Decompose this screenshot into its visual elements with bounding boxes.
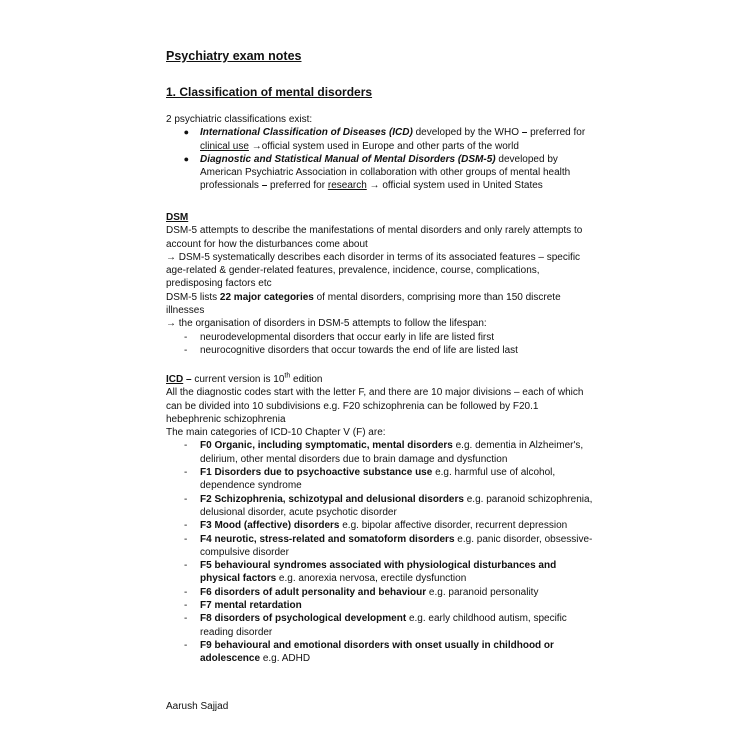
- bullet-icon: ●: [183, 153, 189, 164]
- icd-block: [166, 373, 596, 666]
- classification-name: International Classification of Diseases (ICD): [200, 127, 413, 139]
- dash-marker: -: [184, 467, 188, 479]
- author-name: Aarush Sajjad: [166, 701, 229, 712]
- list-item: [166, 612, 596, 639]
- list-item-text: F7 mental retardation: [200, 600, 302, 612]
- dsm-block: [166, 211, 596, 357]
- list-item: [166, 493, 596, 520]
- list-item: [166, 331, 596, 344]
- icd-paragraph: All the diagnostic codes start with the letter F, and there are 10 major divisions – each of which can be divided into 10 subdivisions e.g. F20 schizophrenia can be followed by F20.1 hebephrenic schizophrenia: [166, 387, 584, 425]
- list-item: [166, 599, 596, 612]
- list-item: [166, 439, 596, 466]
- list-item: [166, 126, 596, 153]
- icd-paragraph: The main categories of ICD-10 Chapter V (F) are:: [166, 427, 386, 439]
- section-title: 1. Classification of mental disorders: [166, 85, 373, 99]
- list-item-text: Diagnostic and Statistical Manual of Mental Disorders (DSM-5) developed by American Psychiatric Association in collaboration with other groups of mental health professionals – preferred for research → official system used in United States: [200, 153, 571, 192]
- dash-marker: -: [184, 613, 188, 625]
- dsm-heading: DSM: [166, 212, 189, 223]
- dash-marker: -: [184, 331, 188, 343]
- icd-version-line: ICD – current version is 10th edition: [166, 372, 323, 385]
- intro-text: 2 psychiatric classifications exist:: [166, 114, 313, 125]
- list-item: [166, 586, 596, 599]
- list-item-text: F6 disorders of adult personality and behaviour e.g. paranoid personality: [200, 586, 539, 598]
- list-item-text: F4 neurotic, stress-related and somatoform disorders e.g. panic disorder, obsessive-compulsive disorder: [200, 533, 593, 558]
- dsm-paragraph: DSM-5 lists 22 major categories of mental disorders, comprising more than 150 discrete illnesses: [166, 291, 561, 317]
- dash-marker: -: [184, 440, 188, 452]
- icd-heading: ICD: [166, 374, 184, 385]
- dsm-paragraph: → the organisation of disorders in DSM-5 attempts to follow the lifespan:: [166, 318, 487, 330]
- list-item: [166, 639, 596, 666]
- list-item-text: F5 behavioural syndromes associated with physiological disturbances and physical factors e.g. anorexia nervosa, erectile dysfunction: [200, 560, 557, 585]
- dash-marker: -: [184, 639, 188, 651]
- classifications-block: [166, 113, 596, 193]
- list-item: [166, 344, 596, 357]
- list-item-text: International Classification of Diseases (ICD) developed by the WHO – preferred for clinical use →official system used in Europe and other parts of the world: [200, 127, 586, 152]
- list-item-text: F9 behavioural and emotional disorders with onset usually in childhood or adolescence e.g. ADHD: [200, 639, 554, 665]
- dash-marker: -: [184, 493, 188, 505]
- classification-name: Diagnostic and Statistical Manual of Mental Disorders (DSM-5): [200, 153, 496, 165]
- list-item-text: F3 Mood (affective) disorders e.g. bipolar affective disorder, recurrent depression: [200, 520, 568, 532]
- list-item-text: neurodevelopmental disorders that occur early in life are listed first: [200, 331, 495, 343]
- list-item: [166, 533, 596, 560]
- dash-marker: -: [184, 533, 188, 545]
- list-item-text: F0 Organic, including symptomatic, mental disorders e.g. dementia in Alzheimer's, delirium, other mental disorders due to brain damage and dysfunction: [200, 440, 584, 465]
- list-item-text: F8 disorders of psychological development e.g. early childhood autism, specific reading disorder: [200, 613, 567, 638]
- list-item-text: F1 Disorders due to psychoactive substance use e.g. harmful use of alcohol, dependence syndrome: [200, 467, 556, 492]
- list-item: [166, 559, 596, 586]
- dsm-paragraph: DSM-5 attempts to describe the manifestations of mental disorders and only rarely attempts to account for how the disturbances come about: [166, 225, 583, 250]
- list-item: [166, 153, 596, 193]
- dsm-paragraph: → DSM-5 systematically describes each disorder in terms of its associated features – specific age-related & gender-related features, prevalence, incidence, course, complications, predisposing factors etc: [166, 251, 581, 290]
- dash-marker: -: [184, 344, 188, 356]
- list-item: [166, 519, 596, 532]
- dash-marker: -: [184, 520, 188, 532]
- list-item-text: neurocognitive disorders that occur towards the end of life are listed last: [200, 344, 518, 356]
- page-title: Psychiatry exam notes: [166, 49, 302, 63]
- dash-marker: -: [184, 586, 188, 598]
- list-item-text: F2 Schizophrenia, schizotypal and delusional disorders e.g. paranoid schizophrenia, delusional disorder, acute psychotic disorder: [200, 493, 593, 518]
- dash-marker: -: [184, 600, 188, 612]
- bullet-icon: ●: [183, 127, 189, 138]
- list-item: [166, 466, 596, 493]
- dash-marker: -: [184, 560, 188, 572]
